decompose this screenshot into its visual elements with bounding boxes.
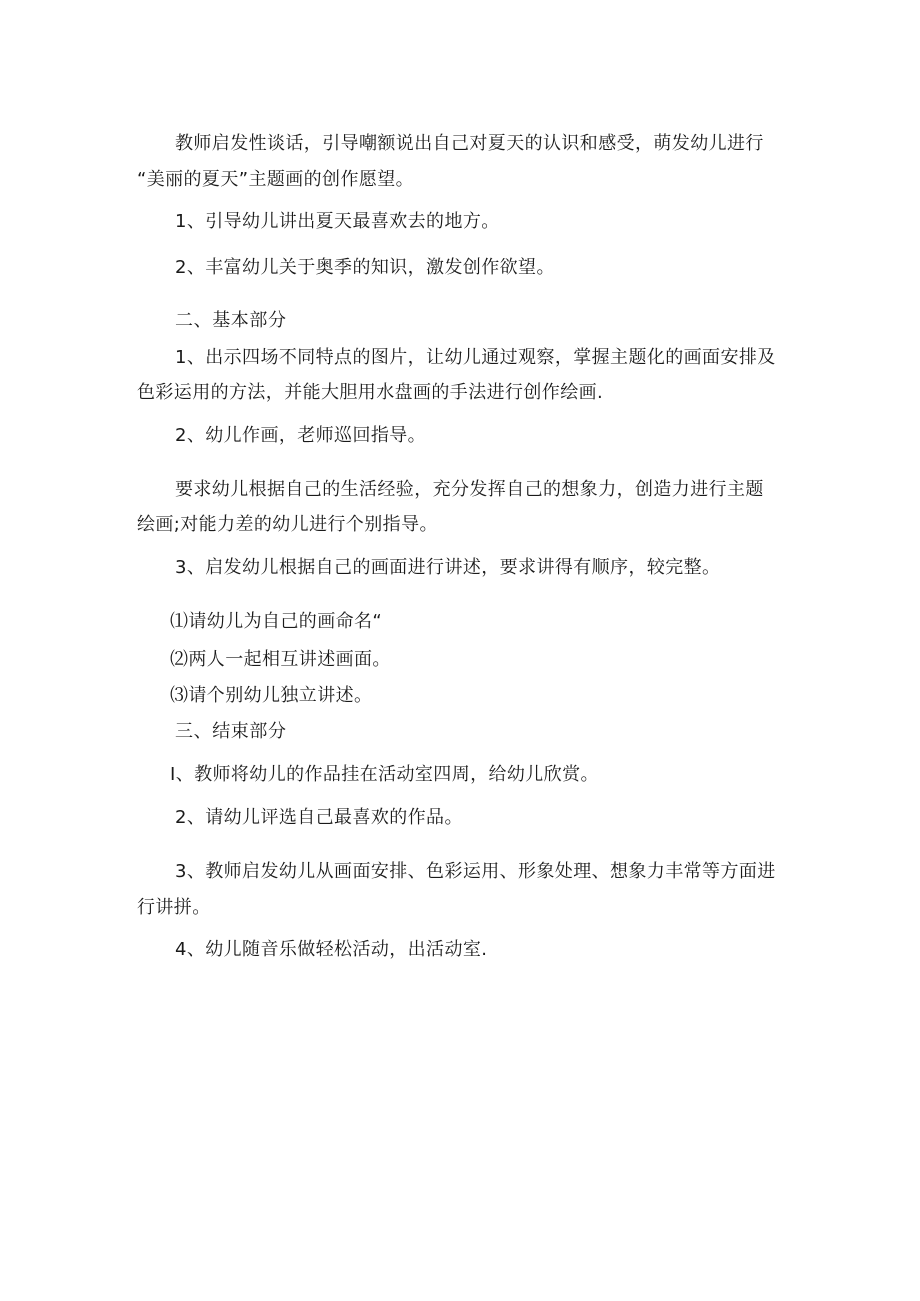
requirement-line-1: 要求幼儿根据自己的生活经验，充分发挥自己的想象力，创造力进行主题 — [175, 479, 764, 500]
ending-item-3-line-1: 3、教师启发幼儿从画面安排、色彩运用、形象处理、想象力丰常等方面进 — [175, 861, 776, 882]
ending-item-3-line-2: 行讲拼。 — [137, 897, 211, 918]
sub-item-2: ⑵两人一起相互讲述画面。 — [170, 649, 391, 670]
basic-item-1-line-2: 色彩运用的方法，并能大胆用水盘画的手法进行创作绘画. — [137, 382, 604, 403]
ending-item-2: 2、请幼儿评选自己最喜欢的作品。 — [175, 807, 463, 828]
intro-item-1: 1、引导幼儿讲出夏天最喜欢去的地方。 — [175, 211, 500, 232]
requirement-line-2: 绘画;对能力差的幼儿进行个别指导。 — [137, 514, 438, 535]
basic-item-1-line-1: 1、出示四场不同特点的图片，让幼儿通过观察，掌握主题化的画面安排及 — [175, 347, 776, 368]
section-heading-basic: 二、基本部分 — [175, 310, 287, 331]
sub-item-3: ⑶请个别幼儿独立讲述。 — [170, 685, 373, 706]
intro-paragraph-line-1: 教师启发性谈话，引导嘲额说出自己对夏天的认识和感受，萌发幼儿进行 — [175, 133, 764, 154]
section-heading-ending: 三、结束部分 — [175, 721, 287, 742]
ending-item-1: I、教师将幼儿的作品挂在活动室四周，给幼儿欣赏。 — [170, 764, 599, 785]
basic-item-2: 2、幼儿作画，老师巡回指导。 — [175, 425, 427, 446]
ending-item-4: 4、幼儿随音乐做轻松活动，出活动室. — [175, 939, 488, 960]
intro-paragraph-line-2: “美丽的夏天”主题画的创作愿望。 — [137, 169, 415, 190]
intro-item-2: 2、丰富幼儿关于奥季的知识，激发创作欲望。 — [175, 257, 555, 278]
basic-item-3: 3、启发幼儿根据自己的画面进行讲述，要求讲得有顺序，较完整。 — [175, 557, 721, 578]
sub-item-1: ⑴请幼儿为自己的画命名“ — [170, 611, 383, 632]
